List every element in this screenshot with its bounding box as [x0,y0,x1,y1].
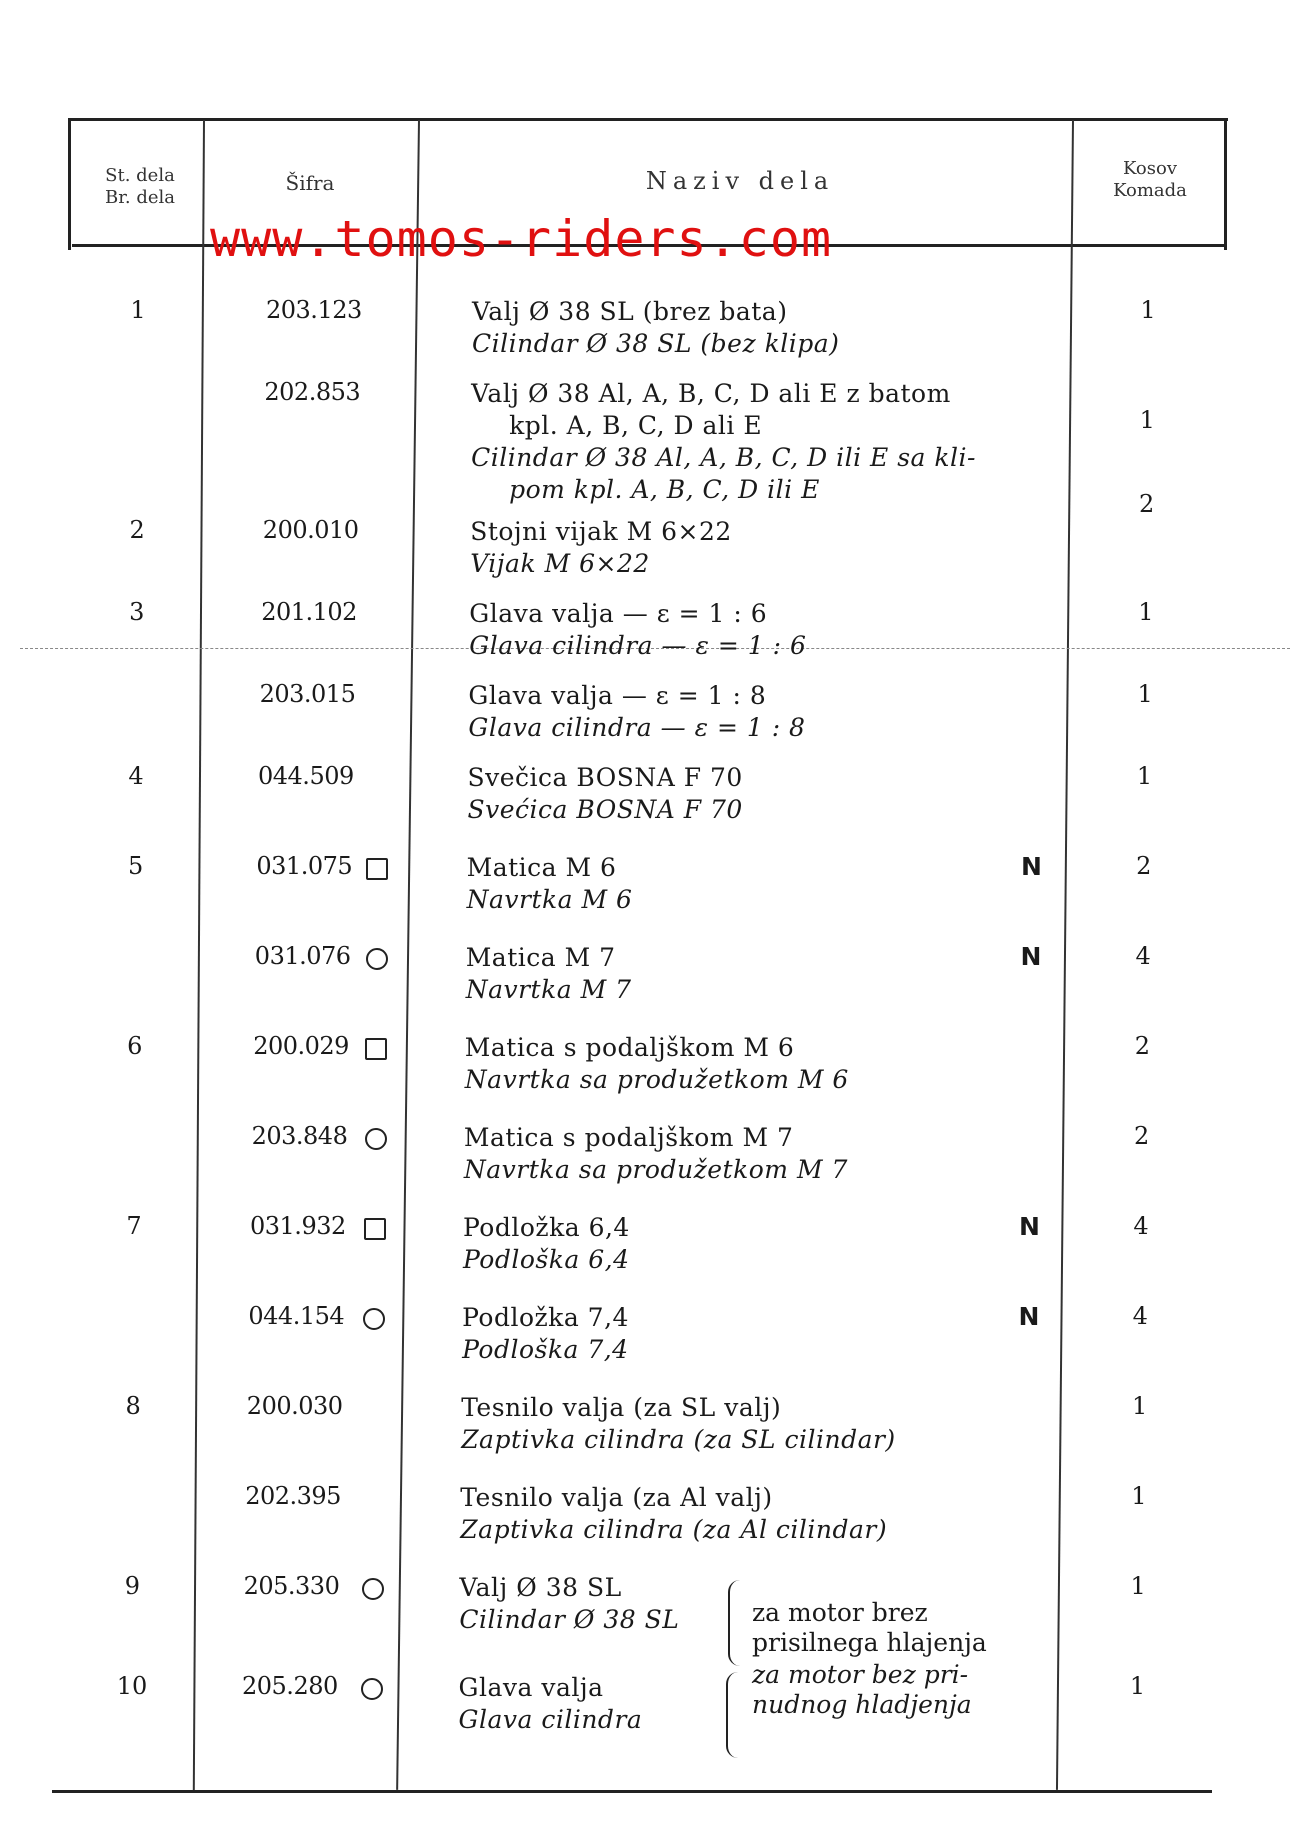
part-number: 6 [127,1032,143,1060]
table-bottom-border [52,1790,1212,1793]
quantity: 4 [1135,942,1151,970]
part-number: 9 [124,1572,141,1600]
part-code: 203.848 [251,1122,348,1150]
description-slovenian: Glava valja — ε = 1 : 8 [468,681,767,710]
quantity: 1 [1138,598,1154,626]
description-croatian: Cilindar Ø 38 SL (bez klipa) [472,329,840,358]
part-code: 201.102 [261,598,357,626]
description-slovenian: kpl. A, B, C, D ali E [509,411,763,440]
quantity: 1 [1131,1392,1148,1420]
table-right-border [1224,118,1227,250]
description-slovenian: Matica M 7 [465,943,616,972]
part-code: 203.015 [259,680,356,708]
square-symbol-icon [365,1038,387,1060]
description-croatian: Zaptivka cilindra (za SL cilindar) [461,1425,896,1454]
quantity: 1 [1130,1572,1146,1600]
part-code: 202.395 [245,1482,341,1510]
description-slovenian: Matica s podaljškom M 7 [463,1123,794,1152]
note-slovenian-line2: prisilnega hlajenja [752,1628,987,1657]
column-divider-1 [193,120,205,1790]
note-croatian-line1: za motor bez pri- [752,1660,969,1689]
description-slovenian: Podložka 7,4 [462,1303,629,1332]
quantity: 1 [1139,406,1155,434]
description-slovenian: Glava valja [458,1673,604,1702]
part-description [469,598,806,662]
part-description [468,762,743,826]
part-description [459,1672,643,1736]
part-number: 3 [129,598,145,626]
part-code: 044.154 [248,1302,345,1330]
quantity: 1 [1136,762,1153,790]
note-slovenian-line1: za motor brez [752,1598,928,1627]
quantity: 1 [1129,1672,1146,1700]
part-code: 202.853 [264,378,361,406]
description-slovenian: Matica s podaljškom M 6 [464,1033,795,1062]
part-description [464,1122,848,1186]
quantity: 2 [1138,490,1155,518]
part-description [467,852,633,916]
part-description [468,680,805,744]
header-part-number-line2: Br. dela [105,187,175,208]
description-croatian: Navrtka sa produžetkom M 7 [463,1155,848,1184]
part-code: 044.509 [258,762,354,790]
part-description [463,1212,630,1276]
description-croatian: Navrtka sa produžetkom M 6 [464,1065,849,1094]
circle-symbol-icon [365,1128,387,1150]
column-divider-3 [1056,120,1074,1790]
table-top-border [68,118,1228,121]
square-symbol-icon [366,858,388,880]
quantity: 1 [1140,296,1156,324]
description-slovenian: Tesnilo valja (za Al valj) [460,1483,773,1512]
part-description [459,1572,679,1636]
description-slovenian: Tesnilo valja (za SL valj) [461,1393,782,1422]
part-number: 7 [126,1212,142,1240]
header-quantity-line2: Komada [1113,180,1187,201]
part-number: 8 [125,1392,141,1420]
part-description [462,1302,629,1366]
quantity: 1 [1137,680,1153,708]
part-number: 10 [116,1672,148,1700]
quantity: 2 [1136,852,1152,880]
description-slovenian: Valj Ø 38 SL (brez bata) [472,297,788,326]
description-croatian: Zaptivka cilindra (za Al cilindar) [460,1515,888,1544]
description-croatian: Glava cilindra — ε = 1 : 8 [468,713,806,742]
description-slovenian: Valj Ø 38 SL [459,1573,622,1602]
circle-symbol-icon [366,948,388,970]
description-slovenian: Podložka 6,4 [463,1213,630,1242]
quantity: 4 [1133,1212,1149,1240]
table-left-border [68,118,71,250]
part-number: 1 [130,296,146,324]
part-code: 031.075 [256,852,353,880]
watermark-url: www.tomos-riders.com [210,210,833,268]
note-croatian-line2: nudnog hladjenja [752,1690,972,1719]
part-description [460,1482,887,1546]
note-croatian [752,1660,972,1720]
part-number: 5 [127,852,144,880]
description-croatian: Podloška 7,4 [462,1335,629,1364]
note-slovenian [752,1598,987,1658]
circle-symbol-icon [361,1678,383,1700]
description-croatian: Glava cilindra — ε = 1 : 6 [469,631,807,660]
description-croatian: Vijak M 6×22 [470,549,650,578]
quantity: 4 [1132,1302,1148,1330]
description-slovenian: Glava valja — ε = 1 : 6 [469,599,768,628]
new-part-mark: N [1020,942,1042,971]
description-croatian: Podloška 6,4 [463,1245,630,1274]
description-slovenian: Valj Ø 38 Al, A, B, C, D ali E z batom [471,379,951,408]
part-description [471,378,976,506]
header-part-number-line1: St. dela [105,165,175,186]
description-slovenian: Svečica BOSNA F 70 [467,763,743,792]
header-code: Šifra [285,171,335,195]
circle-symbol-icon [362,1578,384,1600]
part-code: 205.330 [243,1572,340,1600]
header-part-number [80,165,200,209]
header-quantity [1090,158,1210,202]
description-croatian: Cilindar Ø 38 Al, A, B, C, D ili E sa kli- [471,443,976,472]
square-symbol-icon [364,1218,386,1240]
part-number: 4 [128,762,144,790]
description-croatian: Glava cilindra [458,1705,643,1734]
part-number: 2 [129,516,145,544]
new-part-mark: N [1019,1212,1040,1241]
description-slovenian: Stojni vijak M 6×22 [470,517,732,546]
description-croatian: pom kpl. A, B, C, D ili E [509,475,820,504]
part-code: 031.076 [254,942,351,970]
description-croatian: Navrtka M 7 [465,975,632,1004]
new-part-mark: N [1021,852,1042,881]
part-code: 200.029 [253,1032,349,1060]
description-croatian: Navrtka M 6 [466,885,633,914]
brace-top [728,1580,746,1666]
part-code: 200.010 [262,516,359,544]
description-croatian: Cilindar Ø 38 SL [459,1605,680,1634]
part-code: 205.280 [242,1672,338,1700]
part-description [465,1032,849,1096]
part-code: 200.030 [246,1392,343,1420]
new-part-mark: N [1018,1302,1040,1331]
quantity: 1 [1131,1482,1147,1510]
description-croatian: Svećica BOSNA F 70 [467,795,743,824]
part-description [466,942,632,1006]
column-divider-2 [396,120,420,1790]
quantity: 2 [1134,1122,1150,1150]
part-description [461,1392,896,1456]
header-part-name: Naziv dela [645,167,835,195]
quantity: 2 [1134,1032,1151,1060]
part-description [472,296,839,360]
circle-symbol-icon [363,1308,385,1330]
header-quantity-line1: Kosov [1122,158,1178,179]
part-code: 031.932 [250,1212,346,1240]
part-description [470,516,732,580]
description-slovenian: Matica M 6 [466,853,617,882]
brace-bottom [726,1672,744,1758]
part-code: 203.123 [266,296,362,324]
